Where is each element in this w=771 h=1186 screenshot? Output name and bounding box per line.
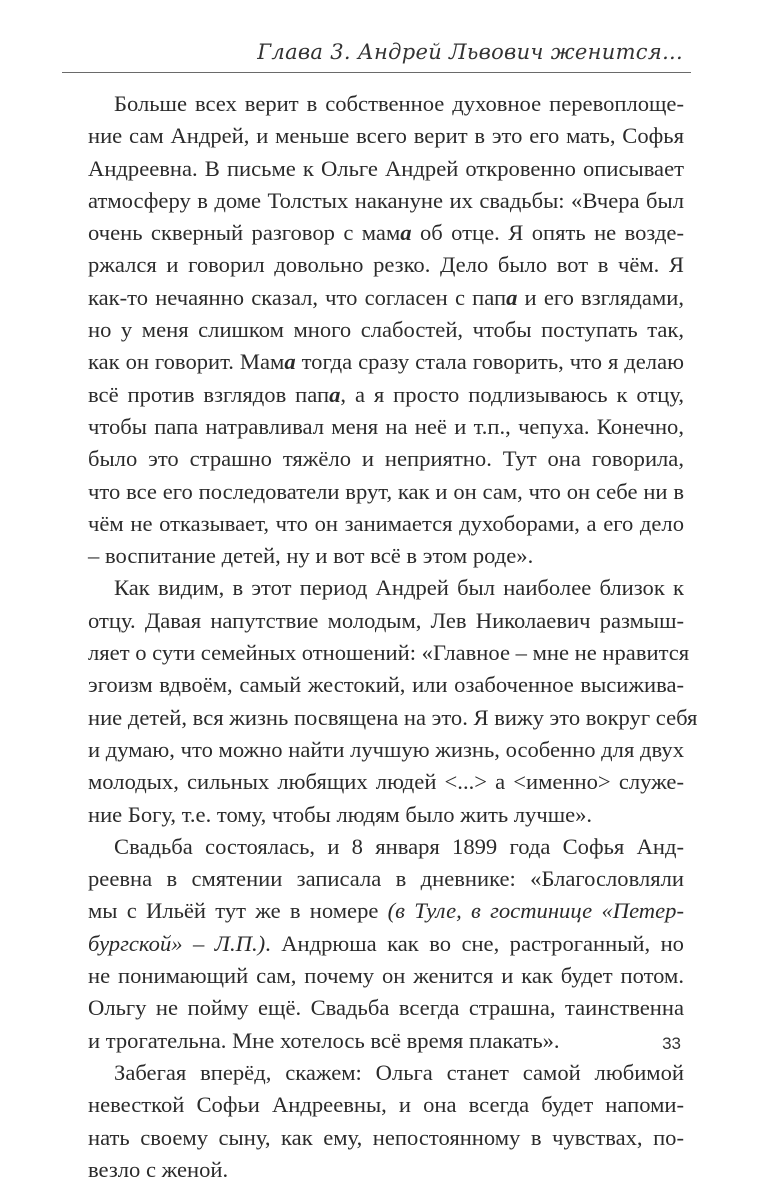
paragraph [88, 88, 684, 572]
text-run: ние сам Андрей, и меньше всего верит в это его мать, Софья [88, 123, 684, 149]
text-run: об отце. Я опять не возде- [411, 220, 684, 246]
paragraph [88, 831, 684, 1057]
text-run: , а я просто подлизываюсь к отцу, [340, 381, 684, 407]
text-run: – воспитание детей, ну и вот всё в этом роде». [88, 543, 534, 569]
text-run: Свадьба состоялась, и 8 января 1899 года Софья Анд- [114, 833, 684, 859]
text-run: . Андрюша как во сне, растроганный, но [265, 930, 684, 956]
text-run: чтобы папа натравливал меня на неё и т.п., чепуха. Конечно, [88, 413, 684, 439]
text-run: невесткой Софьи Андреевны, и она всегда будет напоми- [88, 1092, 684, 1118]
text-line [88, 799, 684, 831]
text-run: тогда сразу стала говорить, что я делаю [295, 349, 684, 375]
text-run: как-то нечаянно сказал, что согласен с пап [88, 284, 507, 310]
text-line [88, 702, 698, 734]
text-run: всё против взглядов пап [88, 381, 330, 407]
text-run: как он говорит. Мам [88, 349, 285, 375]
page-number: 33 [662, 1034, 681, 1053]
text-line [88, 637, 690, 669]
text-run: атмосферу в доме Толстых накануне их свадьбы: «Вчера был [88, 187, 684, 213]
stressed-letter: а [506, 284, 518, 310]
text-line [88, 314, 684, 346]
text-run: нать своему сыну, как ему, непостоянному в чувствах, по- [88, 1124, 684, 1150]
text-line [88, 249, 684, 281]
body-text [88, 88, 698, 1186]
italic-text: бургской» – Л.П.) [88, 930, 266, 956]
text-line [88, 540, 684, 572]
text-line [88, 217, 684, 249]
text-run: и его взглядами, [517, 284, 684, 310]
stressed-letter: а [284, 349, 296, 375]
text-run: Больше всех верит в собственное духовное перевоплоще- [114, 91, 684, 116]
text-run: Забегая вперёд, скажем: Ольга станет самой любимой [114, 1059, 684, 1085]
text-line [88, 379, 684, 411]
text-run: молодых, сильных любящих людей <...> а <именно> служе- [88, 769, 684, 795]
text-line [88, 120, 684, 152]
text-run: ржался и говорил довольно резко. Дело было вот в чём. Я [88, 252, 684, 278]
text-line [88, 411, 684, 443]
text-run: Андреевна. В письме к Ольге Андрей откровенно описывает [88, 155, 684, 181]
text-run: ние детей, вся жизнь посвящена на это. Я вижу это вокруг себя [88, 704, 698, 730]
text-line [88, 572, 684, 604]
text-line [88, 895, 684, 927]
text-run: везло с женой. [88, 1156, 229, 1182]
text-run: что все его последователи врут, как и он сам, что он себе ни в [88, 478, 684, 504]
text-run: очень скверный разговор с мам [88, 220, 401, 246]
text-line [88, 960, 684, 992]
text-run: и думаю, что можно найти лучшую жизнь, особенно для двух [88, 736, 684, 762]
text-run: было это страшно тяжёло и неприятно. Тут она говорила, [88, 446, 684, 472]
text-line [88, 476, 684, 508]
text-line [88, 1122, 684, 1154]
text-run: Как видим, в этот период Андрей был наиболее близок к [114, 575, 684, 601]
text-line [88, 1025, 684, 1057]
text-line [88, 153, 684, 185]
text-line [88, 88, 684, 120]
text-run: мы с Ильёй тут же в номере [88, 898, 388, 924]
text-run: чём не отказывает, что он занимается духоборами, а его дело [88, 510, 684, 536]
text-line [88, 443, 684, 475]
text-line [88, 508, 684, 540]
text-run: эгоизм вдвоём, самый жестокий, или озабоченное высижива- [88, 672, 684, 698]
text-line [88, 863, 684, 895]
text-run: ляет о сути семейных отношений: «Главное – мне не нравится [88, 640, 690, 666]
text-line [88, 734, 684, 766]
text-line [88, 669, 684, 701]
text-run: ние Богу, т.е. тому, чтобы людям было жить лучше». [88, 801, 593, 827]
text-line [88, 282, 684, 314]
text-line [88, 605, 684, 637]
text-run: реевна в смятении записала в дневнике: «Благословляли [88, 866, 684, 892]
text-line [88, 1154, 684, 1186]
paragraph [88, 572, 698, 830]
text-line [88, 766, 684, 798]
italic-text: (в Туле, в гостинице «Петер- [387, 898, 684, 924]
text-run: отцу. Давая напутствие молодым, Лев Николаевич размыш- [88, 607, 684, 633]
text-run: Ольгу не пойму ещё. Свадьба всегда страшна, таинственна [88, 995, 684, 1021]
text-line [88, 928, 684, 960]
text-line [88, 992, 684, 1024]
running-head: Глава 3. Андрей Львович женится... [257, 40, 683, 64]
text-run: но у меня слишком много слабостей, чтобы поступать так, [88, 317, 684, 343]
text-line [88, 831, 684, 863]
paragraph [88, 1057, 684, 1186]
text-run: и трогательна. Мне хотелось всё время плакать». [88, 1027, 560, 1053]
text-line [88, 346, 684, 378]
stressed-letter: а [400, 220, 412, 246]
text-run: не понимающий сам, почему он женится и как будет потом. [88, 963, 684, 989]
text-line [88, 185, 684, 217]
text-line [88, 1089, 684, 1121]
text-line [88, 1057, 684, 1089]
header-rule [62, 72, 691, 73]
stressed-letter: а [329, 381, 341, 407]
